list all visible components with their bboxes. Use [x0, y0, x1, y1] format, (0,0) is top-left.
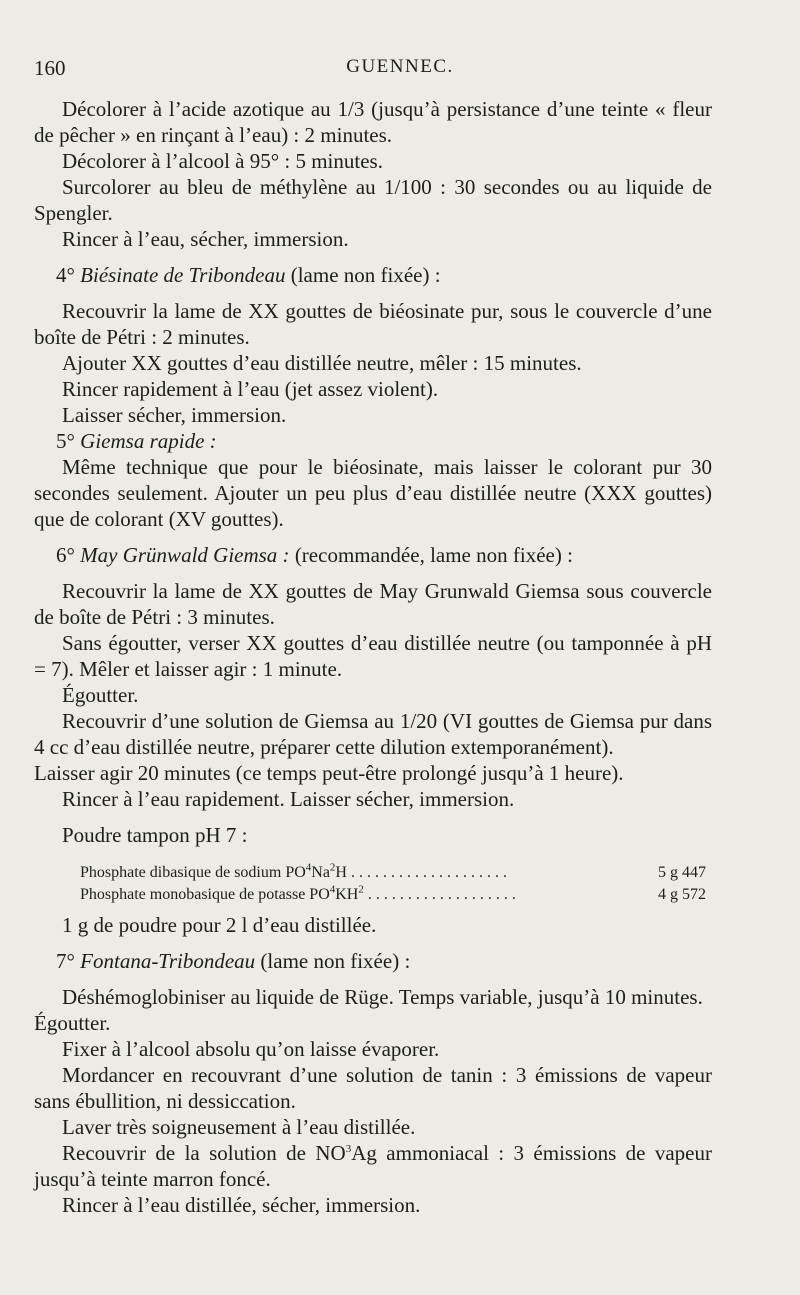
running-head: GUENNEC. — [346, 56, 454, 77]
paragraph: Même technique que pour le biéosinate, mais laisser le colorant pur 30 secondes seulement. Ajouter un peu plus d’eau distillée neutre (XXX gouttes) que de colorant (XV gouttes). — [34, 455, 712, 531]
page-number: 160 — [34, 56, 66, 80]
paragraph: 1 g de poudre pour 2 l d’eau distillée. — [62, 913, 377, 937]
section-title: Fontana-Tribondeau — [80, 949, 256, 973]
paragraph: Rincer à l’eau, sécher, immersion. — [62, 227, 349, 251]
paragraph: Recouvrir la lame de XX gouttes de May Grunwald Giemsa sous couvercle de boîte de Pétri : 3 minutes. — [34, 579, 712, 629]
table-label: Phosphate dibasique de sodium $PO^4Na^2H$ . . . . . . . . . . . . . . . . . . . . — [80, 861, 507, 881]
table-row — [80, 884, 712, 906]
paragraph: Laisser sécher, immersion. — [62, 403, 287, 427]
paragraph: Rincer à l’eau distillée, sécher, immersion. — [62, 1193, 421, 1217]
section-note: (lame non fixée) : — [260, 949, 411, 973]
paragraph: Égoutter. — [34, 1011, 111, 1035]
paragraph: Mordancer en recouvrant d’une solution de tanin : 3 émissions de vapeur sans ébullition, ni dessiccation. — [34, 1063, 712, 1113]
paragraph: Laver très soigneusement à l’eau distillée. — [62, 1115, 416, 1139]
section-number: 4° — [56, 263, 75, 287]
paragraph: Égoutter. — [62, 683, 139, 707]
paragraph: Recouvrir de la solution de $NO^3Ag$ ammoniacal : 3 émissions de vapeur jusqu’à teinte marron foncé. — [34, 1141, 712, 1191]
paragraph: Déshémoglobiniser au liquide de Rüge. Temps variable, jusqu’à 10 minutes. — [62, 985, 703, 1009]
paragraph: Ajouter XX gouttes d’eau distillée neutre, mêler : 15 minutes. — [62, 351, 582, 375]
paragraph: Recouvrir d’une solution de Giemsa au 1/20 (VI gouttes de Giemsa pur dans 4 cc d’eau distillée neutre, préparer cette dilution extemporanément). — [34, 709, 712, 759]
section-heading-7 — [34, 948, 712, 974]
section-number: 6° — [56, 543, 75, 567]
paragraph: Recouvrir la lame de XX gouttes de biéosinate pur, sous le couvercle d’une boîte de Pétri : 2 minutes. — [34, 299, 712, 349]
paragraph: Fixer à l’alcool absolu qu’on laisse évaporer. — [62, 1037, 440, 1061]
section-number: 5° — [56, 429, 75, 453]
paragraph: Rincer à l’eau rapidement. Laisser sécher, immersion. — [62, 787, 515, 811]
section-number: 7° — [56, 949, 75, 973]
section-note: (lame non fixée) : — [290, 263, 441, 287]
section-title: Biésinate de Tribondeau — [80, 263, 286, 287]
paragraph: Laisser agir 20 minutes (ce temps peut-être prolongé jusqu’à 1 heure). — [34, 761, 624, 785]
section-title: May Grünwald Giemsa : — [80, 543, 290, 567]
table-label: Phosphate monobasique de potasse $PO^4KH^2$ . . . . . . . . . . . . . . . . . . . — [80, 883, 516, 903]
paragraph: Décolorer à l’acide azotique au 1/3 (jusqu’à persistance d’une teinte « fleur de pêcher » en rinçant à l’eau) : 2 minutes. — [34, 97, 712, 147]
paragraph: Sans égoutter, verser XX gouttes d’eau distillée neutre (ou tamponnée à pH = 7). Mêler et laisser agir : 1 minute. — [34, 631, 712, 681]
section-heading-6 — [34, 542, 712, 568]
section-note: (recommandée, lame non fixée) : — [294, 543, 573, 567]
paragraph: Rincer rapidement à l’eau (jet assez violent). — [62, 377, 439, 401]
page-header — [0, 56, 800, 86]
paragraph: Décolorer à l’alcool à 95° : 5 minutes. — [62, 149, 383, 173]
paragraph: Poudre tampon pH 7 : — [62, 823, 248, 847]
section-title: Giemsa rapide : — [80, 429, 217, 453]
paragraph: Surcolorer au bleu de méthylène au 1/100 : 30 secondes ou au liquide de Spengler. — [34, 175, 712, 225]
section-heading-4 — [34, 262, 712, 288]
table-row — [80, 862, 712, 884]
page-body — [34, 96, 712, 1218]
table-value: 4 g 572 — [658, 886, 706, 903]
section-heading-5 — [34, 428, 712, 454]
buffer-table — [80, 862, 712, 906]
table-value: 5 g 447 — [658, 864, 706, 881]
